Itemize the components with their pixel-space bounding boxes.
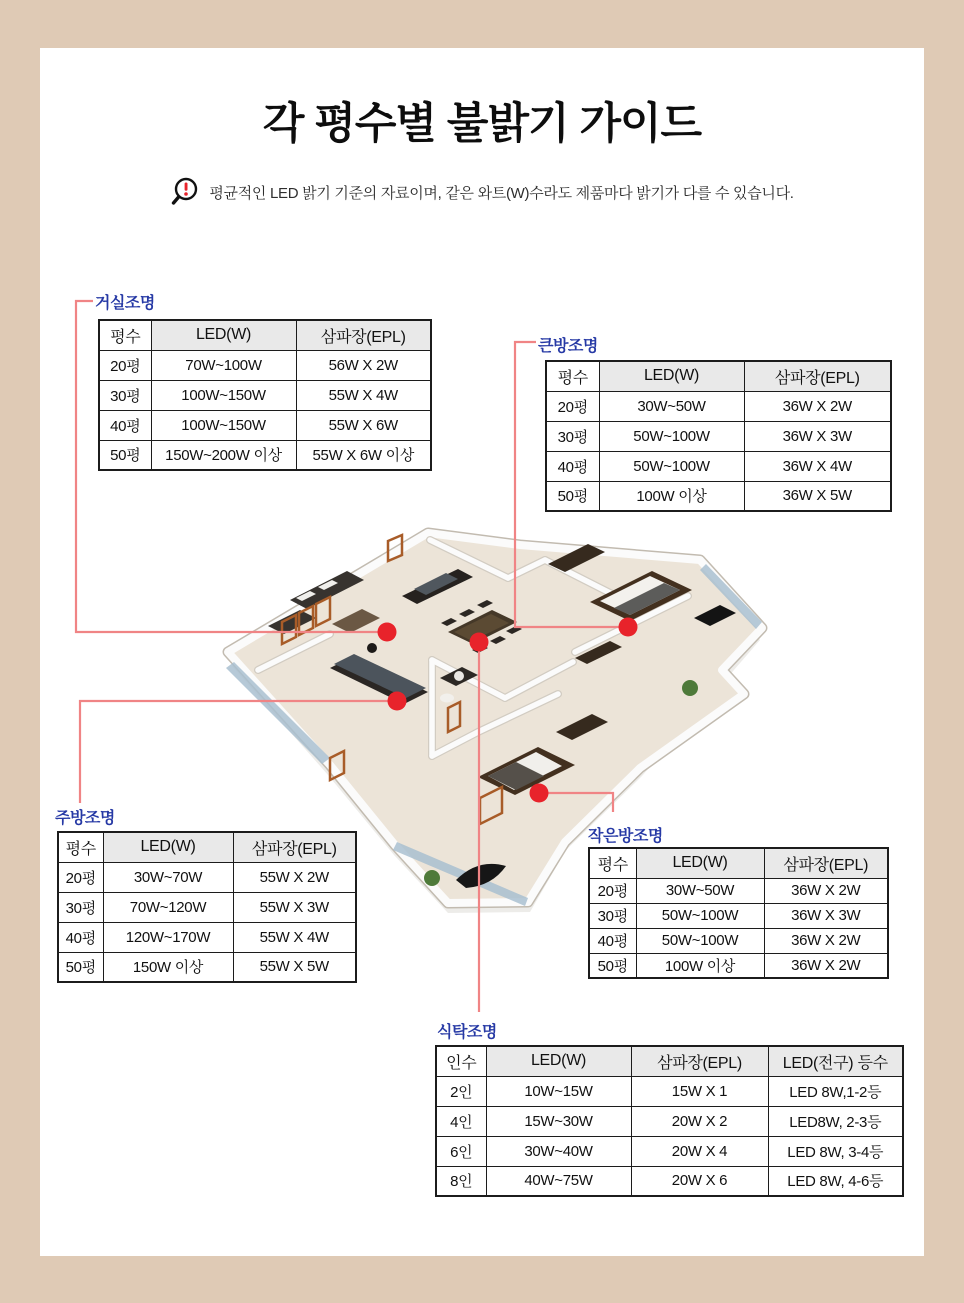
table-row (99, 440, 431, 470)
cell-value: 36W X 2W (764, 953, 888, 978)
cell-value: 40W~75W (486, 1166, 631, 1196)
table-row (58, 952, 356, 982)
column-header: LED(W) (636, 848, 764, 878)
cell-value: 30W~50W (636, 878, 764, 903)
cell-value: 36W X 4W (744, 451, 891, 481)
table-row (436, 1106, 903, 1136)
column-header: 삼파장(EPL) (631, 1046, 768, 1076)
smallroom-table (588, 847, 889, 979)
row-header: 4인 (436, 1106, 486, 1136)
cell-value: LED 8W, 4-6등 (768, 1166, 903, 1196)
row-header: 30평 (589, 903, 636, 928)
bigroom-dot (619, 618, 638, 637)
smallroom-dot (530, 784, 549, 803)
table-row (546, 481, 891, 511)
column-header: 평수 (58, 832, 103, 862)
dining-table-label: 식탁조명 (437, 1024, 497, 1041)
table-row (99, 380, 431, 410)
cell-value: 70W~120W (103, 892, 233, 922)
row-header: 50평 (589, 953, 636, 978)
table-row (546, 451, 891, 481)
row-header: 40평 (589, 928, 636, 953)
cell-value: 36W X 5W (744, 481, 891, 511)
column-header: 평수 (589, 848, 636, 878)
row-header: 20평 (58, 862, 103, 892)
cell-value: 30W~50W (599, 391, 744, 421)
cell-value: 30W~40W (486, 1136, 631, 1166)
cell-value: LED 8W, 3-4등 (768, 1136, 903, 1166)
cell-value: 36W X 3W (744, 421, 891, 451)
row-header: 30평 (546, 421, 599, 451)
cell-value: 36W X 2W (764, 928, 888, 953)
bigroom-table (545, 360, 892, 512)
cell-value: 20W X 4 (631, 1136, 768, 1166)
table-row (589, 878, 888, 903)
table-row (99, 350, 431, 380)
cell-value: 55W X 4W (296, 380, 431, 410)
plant-bottom (424, 870, 440, 886)
cell-value: 100W~150W (151, 380, 296, 410)
table-row (436, 1076, 903, 1106)
living-table (98, 319, 432, 471)
cell-value: LED8W, 2-3등 (768, 1106, 903, 1136)
cell-value: 36W X 2W (744, 391, 891, 421)
plant-right (682, 680, 698, 696)
page-title: 각 평수별 불밝기 가이드 (262, 100, 702, 148)
cell-value: 30W~70W (103, 862, 233, 892)
cell-value: 55W X 6W (296, 410, 431, 440)
column-header: 평수 (546, 361, 599, 391)
living-table-label: 거실조명 (95, 295, 155, 312)
table-row (58, 892, 356, 922)
cell-value: 100W 이상 (636, 953, 764, 978)
cell-value: 50W~100W (636, 903, 764, 928)
kitchen-dot (388, 692, 407, 711)
column-header: 삼파장(EPL) (764, 848, 888, 878)
smallroom-table-label: 작은방조명 (588, 828, 663, 845)
row-header: 40평 (58, 922, 103, 952)
row-header: 2인 (436, 1076, 486, 1106)
cell-value: 55W X 5W (233, 952, 356, 982)
row-header: 40평 (99, 410, 151, 440)
row-header: 50평 (546, 481, 599, 511)
table-row (436, 1136, 903, 1166)
table-row (589, 903, 888, 928)
cell-value: 100W~150W (151, 410, 296, 440)
column-header: 삼파장(EPL) (744, 361, 891, 391)
row-header: 20평 (99, 350, 151, 380)
cell-value: 100W 이상 (599, 481, 744, 511)
row-header: 20평 (589, 878, 636, 903)
cell-value: 10W~15W (486, 1076, 631, 1106)
cell-value: 20W X 2 (631, 1106, 768, 1136)
row-header: 8인 (436, 1166, 486, 1196)
table-row (546, 391, 891, 421)
row-header: 30평 (99, 380, 151, 410)
dining-guide-table (435, 1045, 904, 1197)
row-header: 30평 (58, 892, 103, 922)
row-header: 50평 (58, 952, 103, 982)
row-header: 50평 (99, 440, 151, 470)
cell-value: 55W X 6W 이상 (296, 440, 431, 470)
row-header: 6인 (436, 1136, 486, 1166)
table-row (589, 928, 888, 953)
living-room-dot (378, 623, 397, 642)
table-row (58, 922, 356, 952)
cell-value: 50W~100W (636, 928, 764, 953)
cell-value: 36W X 2W (764, 878, 888, 903)
kitchen-table-label: 주방조명 (55, 810, 115, 827)
cell-value: 50W~100W (599, 451, 744, 481)
dining-dot (470, 633, 489, 652)
cell-value: 150W 이상 (103, 952, 233, 982)
table-row (58, 862, 356, 892)
cell-value: 55W X 4W (233, 922, 356, 952)
cell-value: 120W~170W (103, 922, 233, 952)
cell-value: 150W~200W 이상 (151, 440, 296, 470)
cell-value: 55W X 2W (233, 862, 356, 892)
cell-value: 55W X 3W (233, 892, 356, 922)
table-row (436, 1166, 903, 1196)
column-header: 삼파장(EPL) (233, 832, 356, 862)
cell-value: LED 8W,1-2등 (768, 1076, 903, 1106)
column-header: LED(W) (103, 832, 233, 862)
row-header: 20평 (546, 391, 599, 421)
cell-value: 15W X 1 (631, 1076, 768, 1106)
column-header: 인수 (436, 1046, 486, 1076)
cell-value: 36W X 3W (764, 903, 888, 928)
table-row (99, 410, 431, 440)
column-header: 평수 (99, 320, 151, 350)
row-header: 40평 (546, 451, 599, 481)
column-header: 삼파장(EPL) (296, 320, 431, 350)
column-header: LED(W) (599, 361, 744, 391)
cell-value: 56W X 2W (296, 350, 431, 380)
column-header: LED(W) (151, 320, 296, 350)
cell-value: 50W~100W (599, 421, 744, 451)
column-header: LED(전구) 등수 (768, 1046, 903, 1076)
cell-value: 15W~30W (486, 1106, 631, 1136)
cell-value: 20W X 6 (631, 1166, 768, 1196)
table-row (546, 421, 891, 451)
bigroom-table-label: 큰방조명 (538, 338, 598, 355)
cell-value: 70W~100W (151, 350, 296, 380)
kitchen-table (57, 831, 357, 983)
table-row (589, 953, 888, 978)
column-header: LED(W) (486, 1046, 631, 1076)
notice-text: 평균적인 LED 밝기 기준의 자료이며, 같은 와트(W)수라도 제품마다 밝기가 다를 수 있습니다. (209, 184, 794, 202)
